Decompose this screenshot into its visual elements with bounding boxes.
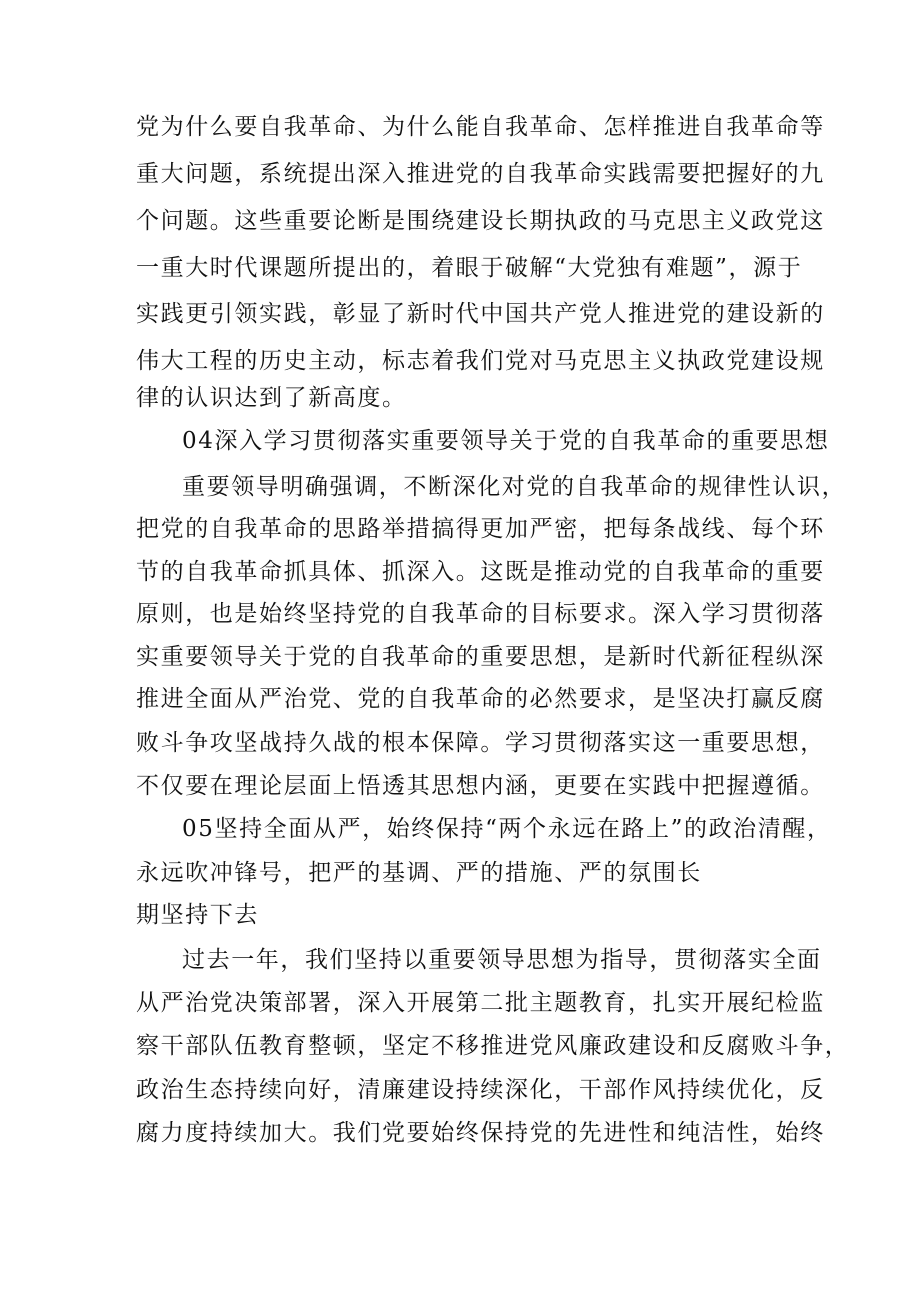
section-heading-05: 05坚持全面从严，始终保持“两个永远在路上”的政治清醒，: [182, 816, 832, 842]
body-text-line: 实践更引领实践，彰显了新时代中国共产党人推进党的建设新的: [136, 301, 825, 327]
body-text-line: 重大问题，系统提出深入推进党的自我革命实践需要把握好的九: [136, 161, 825, 187]
body-text-line: 重要领导明确强调，不断深化对党的自我革命的规律性认识，: [182, 474, 847, 500]
body-text-line: 过去一年，我们坚持以重要领导思想为指导，贯彻落实全面: [182, 947, 822, 973]
body-text-line: 律的认识达到了新高度。: [136, 385, 407, 411]
body-text-line: 政治生态持续向好，清廉建设持续深化，干部作风持续优化，反: [136, 1077, 825, 1103]
section-heading-04: 04深入学习贯彻落实重要领导关于党的自我革命的重要思想: [182, 428, 830, 454]
body-text-line: 腐力度持续加大。我们党要始终保持党的先进性和纯洁性，始终: [136, 1120, 825, 1146]
body-text-line: 一重大时代课题所提出的，着眼于破解“大党独有难题”，源于: [136, 255, 803, 281]
body-text-line: 从严治党决策部署，深入开展第二批主题教育，扎实开展纪检监: [136, 990, 825, 1016]
body-text-line: 败斗争攻坚战持久战的根本保障。学习贯彻落实这一重要思想，: [136, 730, 825, 756]
body-text-line: 原则，也是始终坚持党的自我革命的目标要求。深入学习贯彻落: [136, 601, 825, 627]
body-text-line: 不仅要在理论层面上悟透其思想内涵，更要在实践中把握遵循。: [136, 773, 825, 799]
body-text-line: 察干部队伍教育整顿，坚定不移推进党风廉政建设和反腐败斗争，: [136, 1033, 850, 1059]
body-text-line: 个问题。这些重要论断是围绕建设长期执政的马克思主义政党这: [136, 208, 825, 234]
body-text-line: 伟大工程的历史主动，标志着我们党对马克思主义执政党建设规: [136, 348, 825, 374]
body-text-line: 实重要领导关于党的自我革命的重要思想，是新时代新征程纵深: [136, 644, 825, 670]
body-text-line: 节的自我革命抓具体、抓深入。这既是推动党的自我革命的重要: [136, 559, 825, 585]
body-text-line: 推进全面从严治党、党的自我革命的必然要求，是坚决打赢反腐: [136, 686, 825, 712]
body-text-line: 把党的自我革命的思路举措搞得更加严密，把每条战线、每个环: [136, 516, 825, 542]
section-heading-05-cont: 永远吹冲锋号，把严的基调、严的措施、严的氛围长: [136, 860, 702, 886]
body-text-line: 党为什么要自我革命、为什么能自我革命、怎样推进自我革命等: [136, 114, 825, 140]
section-heading-05-cont: 期坚持下去: [136, 902, 259, 928]
